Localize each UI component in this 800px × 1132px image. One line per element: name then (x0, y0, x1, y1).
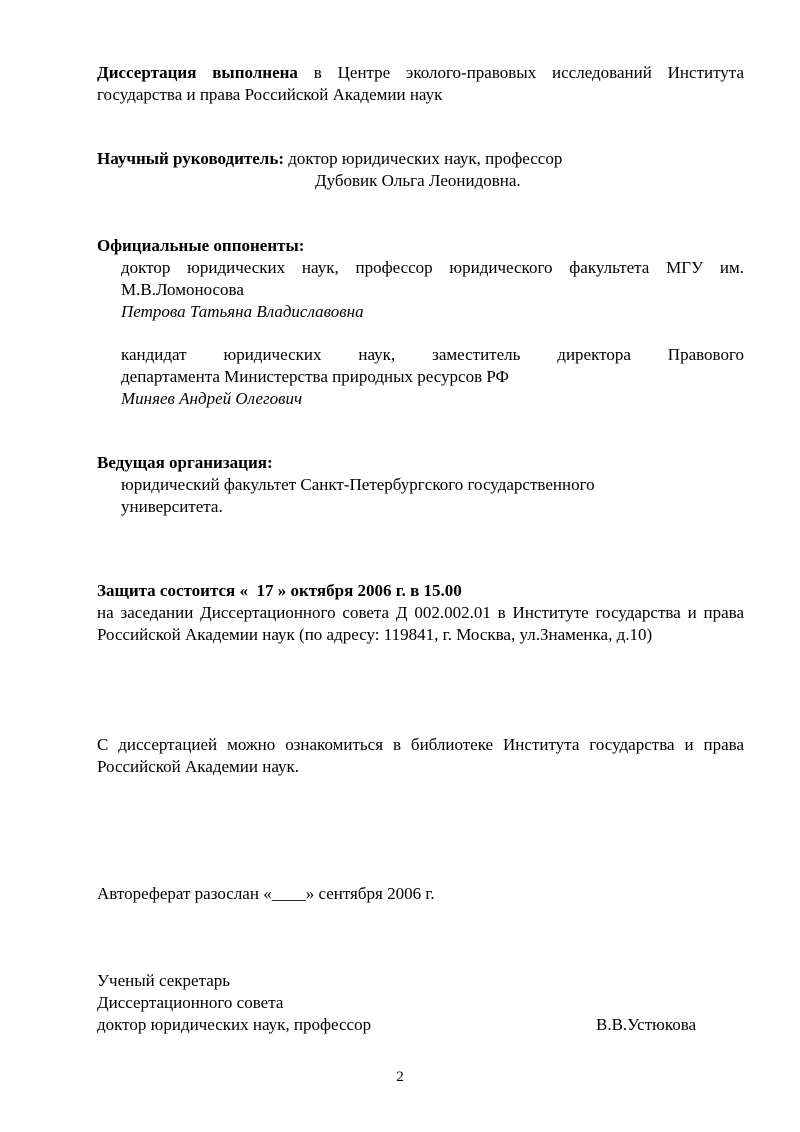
opponents-block (97, 235, 744, 323)
institution-heading: Диссертация выполнена (97, 63, 298, 82)
leading-org-heading: Ведущая организация: (97, 453, 273, 472)
secretary-line2: Диссертационного совета (97, 993, 284, 1012)
library-note: С диссертацией можно ознакомиться в библиотеке Института государства и права Российской Академии наук. (97, 735, 744, 776)
leading-org-block (97, 452, 744, 518)
secretary-signature-row (97, 1014, 744, 1036)
defense-heading: Защита состоится « 17 » октября 2006 г. в 15.00 (97, 581, 462, 600)
supervisor-heading: Научный руководитель: (97, 149, 284, 168)
institution-block (97, 62, 744, 106)
secretary-line1: Ученый секретарь (97, 971, 231, 990)
opponent1-name: Петрова Татьяна Владиславовна (121, 302, 364, 321)
opponent1-title-line1: доктор юридических наук, профессор юридического факультета МГУ им. (121, 258, 744, 277)
page-number: 2 (396, 1069, 404, 1085)
opponent2-name: Миняев Андрей Олегович (121, 389, 303, 408)
institution-text: в Центре эколого-правовых исследований Института государства и права Российской Академии наук (97, 63, 744, 104)
supervisor-name: Дубовик Ольга Леонидовна. (315, 171, 521, 190)
secretary-line3: доктор юридических наук, профессор (97, 1015, 372, 1034)
secretary-block (97, 970, 744, 1036)
leading-org-line2: университета. (121, 497, 223, 516)
opponent1-title-line2: М.В.Ломоносова (121, 280, 244, 299)
supervisor-block (97, 148, 744, 192)
opponent2-block (97, 344, 744, 410)
abstract-sent-line: Автореферат разослан «____» сентября 2006 г. (97, 884, 435, 903)
defense-block (97, 580, 744, 646)
opponent2-title-line1: кандидат юридических наук, заместитель директора Правового (121, 345, 744, 364)
supervisor-title: доктор юридических наук, профессор (288, 149, 563, 168)
secretary-name: В.В.Устюкова (596, 1015, 697, 1034)
defense-text: на заседании Диссертационного совета Д 002.002.01 в Институте государства и права Российской Академии наук (по адресу: 119841, г. Москва, ул.Знаменка, д.10) (97, 603, 744, 644)
leading-org-line1: юридический факультет Санкт-Петербургского государственного (121, 475, 595, 494)
opponent2-title-line2: департамента Министерства природных ресурсов РФ (121, 367, 509, 386)
opponents-heading: Официальные оппоненты: (97, 236, 305, 255)
